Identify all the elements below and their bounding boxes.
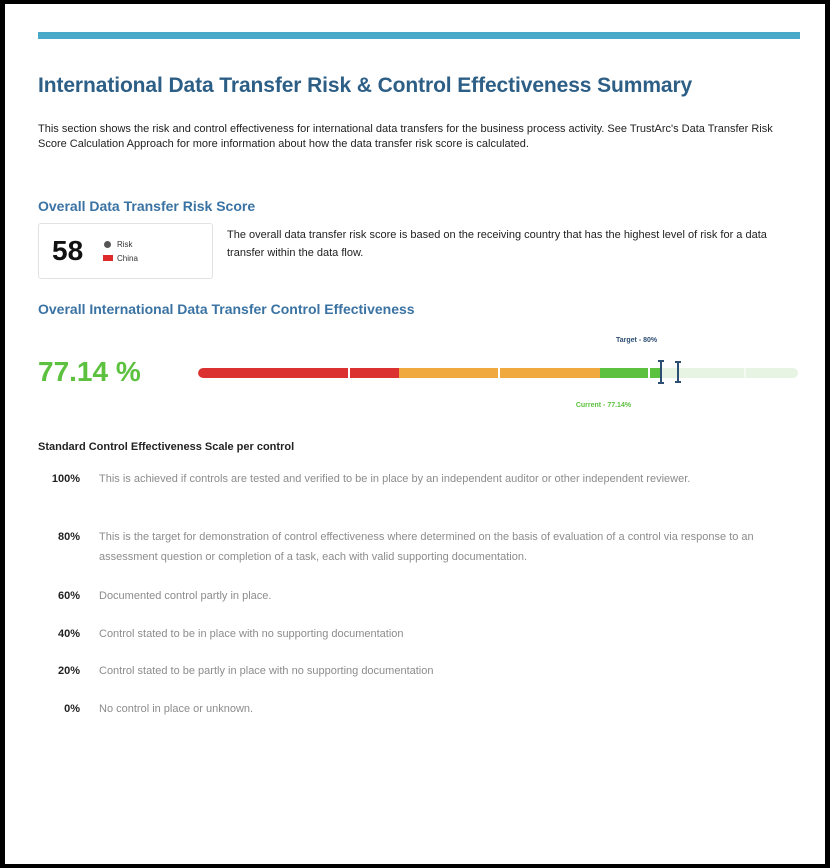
- scale-row: [38, 699, 808, 719]
- scale-desc: This is achieved if controls are tested and verified to be in place by an independent auditor or other independent reviewer.: [99, 473, 691, 485]
- scale-pct: 40%: [57, 628, 80, 640]
- current-label: Current - 77.14%: [575, 402, 632, 409]
- scale-desc: No control in place or unknown.: [99, 703, 254, 715]
- bar-divider: [498, 368, 500, 378]
- scale-pct: 100%: [51, 473, 80, 485]
- scale-desc: This is the target for demonstration of control effectiveness where determined on the basis of evaluation of a control via response to an assessment question or completion of a task, each with valid supporting documentation.: [99, 531, 754, 563]
- risk-score-heading: Overall Data Transfer Risk Score: [38, 198, 256, 214]
- effectiveness-value: 77.14 %: [38, 356, 141, 387]
- scale-row: [38, 527, 808, 567]
- scale-pct: 0%: [64, 703, 80, 715]
- bar-divider: [648, 368, 650, 378]
- bar-divider: [348, 368, 350, 378]
- control-effectiveness-heading: Overall International Data Transfer Control Effectiveness: [38, 301, 415, 317]
- bar-segment-green: [600, 368, 661, 378]
- bar-segment-red: [198, 368, 399, 378]
- effectiveness-bar: [198, 368, 798, 378]
- top-accent-rule: [38, 32, 800, 39]
- report-page: [5, 4, 825, 864]
- scale-row: [38, 661, 808, 681]
- legend-risk-label: Risk: [117, 239, 133, 249]
- intro-paragraph: This section shows the risk and control effectiveness for international data transfers for the business process activity. See TrustArc's Data Transfer Risk Score Calculation Approach for more information about how the data transfer risk score is calculated.: [38, 123, 773, 150]
- risk-score-card: [38, 223, 213, 279]
- scale-desc: Control stated to be in place with no supporting documentation: [99, 628, 404, 640]
- risk-score-description: The overall data transfer risk score is based on the receiving country that has the highest level of risk for a data transfer within the data flow.: [227, 229, 767, 259]
- bar-divider: [744, 368, 746, 378]
- legend-row-country: [103, 251, 138, 265]
- legend-row-risk: [103, 237, 138, 251]
- risk-score-value: 58: [52, 235, 84, 266]
- target-marker: [677, 361, 679, 383]
- scale-pct: 60%: [57, 590, 80, 602]
- scale-row: [38, 624, 808, 644]
- scale-row: [38, 469, 808, 489]
- target-label: Target - 80%: [616, 337, 658, 344]
- legend-country-label: China: [117, 253, 138, 263]
- scale-desc: Control stated to be partly in place with no supporting documentation: [99, 665, 434, 677]
- scale-pct: 20%: [57, 665, 80, 677]
- dot-icon: [104, 241, 111, 248]
- current-marker: [660, 360, 662, 384]
- scale-heading: Standard Control Effectiveness Scale per control: [38, 441, 295, 453]
- scale-row: [38, 586, 808, 606]
- risk-legend: [103, 237, 138, 265]
- flag-icon: [103, 255, 113, 261]
- scale-desc: Documented control partly in place.: [99, 590, 272, 602]
- page-title: International Data Transfer Risk & Control Effectiveness Summary: [38, 74, 693, 97]
- scale-pct: 80%: [57, 531, 80, 543]
